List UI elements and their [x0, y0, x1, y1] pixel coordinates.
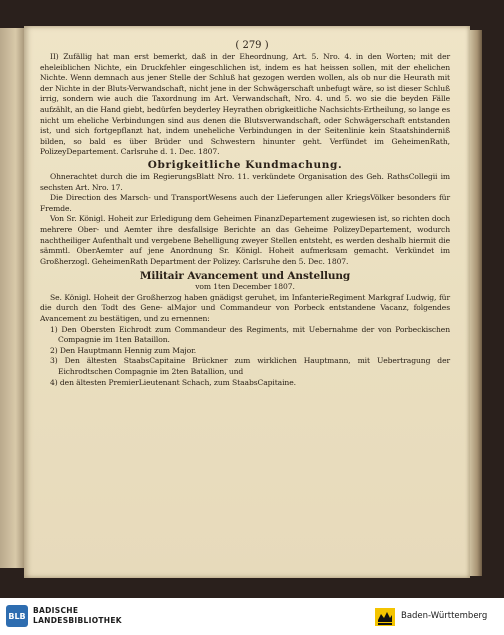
page-text: [40, 52, 450, 388]
baden-wuerttemberg-label[interactable]: Baden-Württemberg: [401, 611, 488, 621]
paragraph-organisation: Ohnerachtet durch die im RegierungsBlatt Nro. 11. verkündete Organisation des Geh. RathsCollegii im sechsten Art. Nro. 17.: [40, 171, 450, 192]
page-number: ( 279 ): [235, 40, 269, 51]
list-item: 1) Den Obersten Eichrodt zum Commandeur des Regiments, mit Uebernahme der von Porbeckischen Compagnie im 1ten Bataillon.: [50, 324, 450, 345]
list-item: 4) den ältesten PremierLieutenant Schach, zum StaabsCapitaine.: [50, 377, 296, 387]
paragraph-direction: Die Direction des Marsch- und TransportWesens auch der Lieferungen aller KriegsVölker besonders für Fremde.: [40, 193, 450, 213]
heading-kundmachung: Obrigkeitliche Kundmachung.: [147, 158, 343, 171]
facing-page-edge: [0, 28, 26, 568]
heading-militair: Militair Avancement und Anstellung: [139, 270, 351, 283]
paragraph-polizey: Von Sr. Königl. Hoheit zur Erledigung dem Geheimen FinanzDepartement zugewiesen ist, so richten doch mehrere Ober- und Aemter ihre desfallsige Berichte an das Geheime PolizeyDepartement, wodurch nachtheiliger Aufenthalt und vergebene Behelligung zweyer Stellen entsteht, es werden deshalb hiermit die sämmtl. OberAemter auf jene Anordnung Sr. Königl. Hoheit aufmerksam gemacht. Verkündet im Großherzogl. GeheimenRath Department der Polizey. Carlsruhe den 5. Dec. 1807.: [40, 214, 450, 266]
blb-line2: LANDESBIBLIOTHEK: [33, 616, 122, 625]
paragraph-correction: II) Zufällig hat man erst bemerkt, daß in der Eheordnung, Art. 5. Nro. 4. in den Worten; mit der eheleiblichen Nichte, ein Druckfehler eingeschlichen ist, indem es hat heissen sollen, mit der ehelichen Nichte. Wenn demnach aus jener Stelle der Schluß hat gezogen werden wollen, als ob nur die Heurath mit der Nichte in der Bluts-Verwandschaft, nicht jene in der Schwägerschaft unbefugt wäre, so ist dieser Schluß irrig, sondern wie auch die Taxordnung im Art. Verwandschaft, Nro. 4. und 5. wo sie die beyden Fälle aufzählt, an die Hand giebt, bedürfen beyderley Heyrathen obrigkeitliche Nachsichts-Ertheilung, so lange es nicht um eheliche Verbindungen sind aus denen die Blutsverwandschaft, oder Schwägerschaft entstanden ist, und sich fortgepflanzt hat, indem uneheliche Verbindungen in der Seitenlinie kein Staatshinderniß bilden, so bald es über Brüder und Schwestern hinunter geht. Verfündet im GeheimenRath, PolizeyDepartement. Carlsruhe d. 1. Dec. 1807.: [40, 52, 450, 157]
page-edge-right: [470, 30, 482, 576]
list-item: 3) Den ältesten StaabsCapitaine Brückner zum wirklichen Hauptmann, mit Uebertragung der Eichrodtschen Compagnie im 2ten Batallion, und: [50, 356, 450, 377]
blb-line1: BADISCHE: [33, 606, 79, 615]
heading-militair-date: vom 1ten December 1807.: [195, 282, 295, 292]
blb-library-name[interactable]: [33, 606, 183, 626]
paragraph-avancement: Se. Königl. Hoheit der Großherzog haben gnädigst geruhet, im InfanterieRegiment Markgraf Ludwig, für die durch den Todt des Gene- alMajor und Commandeur von Porbeck entstandene Vacanz, folgendes Avancement zu bestätigen, und zu ernennen:: [40, 292, 450, 324]
list-item: 2) Den Hauptmann Hennig zum Major.: [50, 345, 197, 355]
blb-logo-badge[interactable]: BLB: [6, 605, 28, 627]
baden-wuerttemberg-lion-icon: [374, 606, 396, 628]
